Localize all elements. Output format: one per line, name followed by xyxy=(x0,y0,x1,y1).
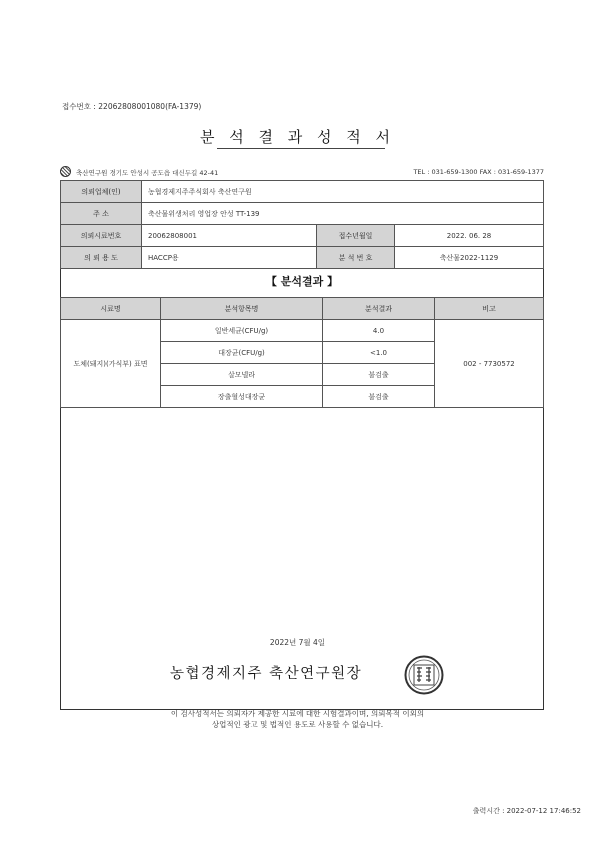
organization-address: 축산연구원 경기도 안성시 공도읍 대신두길 42-41 xyxy=(76,169,219,177)
analysis-item-cell: 장출혈성대장균 xyxy=(161,386,323,408)
document-title: 분 석 결 과 성 적 서 xyxy=(199,128,396,146)
result-cell: <1.0 xyxy=(323,342,435,364)
purpose-row xyxy=(61,247,544,269)
header-analysis-item: 분석항목명 xyxy=(161,298,323,320)
issue-date: 2022년 7월 4일 xyxy=(269,638,326,647)
analysis-item-cell: 일반세균(CFU/g) xyxy=(161,320,323,342)
address-label: 주 소 xyxy=(61,203,142,225)
sample-name-cell: 도체(돼지)(가식부) 표면 xyxy=(61,320,161,408)
result-header-row xyxy=(61,298,544,320)
address-value: 축산물위생처리 영업장 안성 TT-139 xyxy=(142,203,544,225)
purpose-label: 의 뢰 용 도 xyxy=(61,247,142,269)
sample-row xyxy=(61,225,544,247)
sample-no-value: 20062808001 xyxy=(142,225,317,247)
header-result: 분석결과 xyxy=(323,298,435,320)
client-value: 농협경제지주주식회사 축산연구원 xyxy=(142,181,544,203)
analysis-item-cell: 살모넬라 xyxy=(161,364,323,386)
client-label: 의뢰업체(인) xyxy=(61,181,142,203)
received-date-label: 접수년월일 xyxy=(317,225,395,247)
official-seal-icon xyxy=(404,655,444,695)
client-row xyxy=(61,181,544,203)
note-cell: 002 - 7730572 xyxy=(435,320,544,408)
result-cell: 4.0 xyxy=(323,320,435,342)
result-cell: 불검출 xyxy=(323,364,435,386)
organization-contact: TEL : 031-659-1300 FAX : 031-659-1377 xyxy=(413,168,544,176)
title-underline xyxy=(217,148,385,149)
receipt-number: 접수번호 : 22062808001080(FA-1379) xyxy=(62,102,202,111)
result-heading: 【 분석결과 】 xyxy=(265,275,339,288)
issuer-name: 농협경제지주 축산연구원장 xyxy=(170,666,363,682)
address-row xyxy=(61,203,544,225)
disclaimer-line-2: 상업적인 광고 및 법적인 용도로 사용할 수 없습니다. xyxy=(211,720,384,729)
request-info-table xyxy=(60,180,544,269)
sample-no-label: 의뢰시료번호 xyxy=(61,225,142,247)
analysis-no-value: 축산물2022-1129 xyxy=(395,247,544,269)
result-cell: 불검출 xyxy=(323,386,435,408)
result-table xyxy=(60,297,544,408)
disclaimer-line-1: 이 검사성적서는 의뢰자가 제공한 시료에 대한 시험결과이며, 의뢰목적 이외의 xyxy=(170,709,425,718)
organization-header xyxy=(60,166,544,178)
printed-timestamp: 출력시간 : 2022-07-12 17:46:52 xyxy=(472,807,581,815)
analysis-no-label: 분 석 번 호 xyxy=(317,247,395,269)
header-sample-name: 시료명 xyxy=(61,298,161,320)
received-date-value: 2022. 06. 28 xyxy=(395,225,544,247)
header-note: 비고 xyxy=(435,298,544,320)
organization-logo-icon xyxy=(60,166,71,177)
table-row xyxy=(61,320,544,342)
analysis-item-cell: 대장균(CFU/g) xyxy=(161,342,323,364)
purpose-value: HACCP용 xyxy=(142,247,317,269)
